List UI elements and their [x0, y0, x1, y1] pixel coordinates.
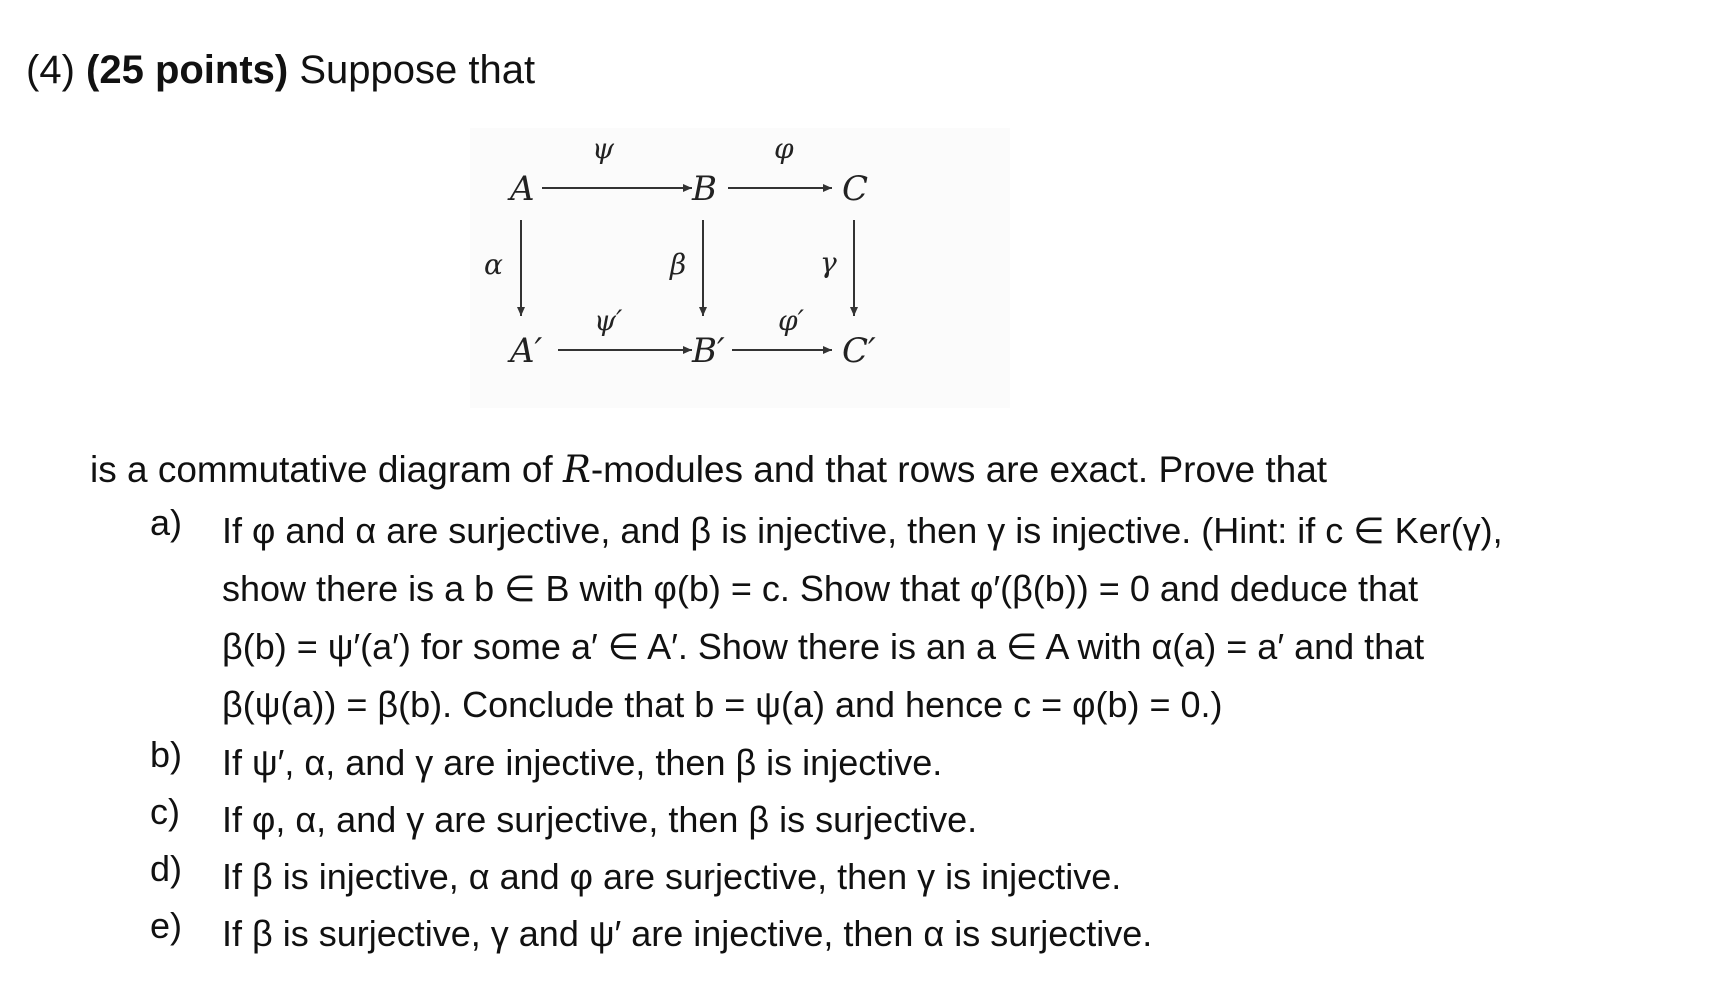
label-phi: φ [774, 132, 794, 165]
problem-lead: Suppose that [299, 48, 536, 92]
part-a-line-1: If φ and α are surjective, and β is injective, then γ is injective. (Hint: if c ∈ Ker(γ), [222, 510, 1503, 551]
part-c-text: If φ, α, and γ are surjective, then β is surjective. [222, 799, 978, 840]
label-gamma: γ [820, 246, 837, 279]
label-phi-prime: φ′ [778, 304, 804, 337]
part-b-text: If ψ′, α, and γ are injective, then β is injective. [222, 742, 943, 783]
label-psi: ψ [592, 132, 614, 165]
node-A: A [510, 169, 535, 209]
intro-sentence [90, 448, 1327, 492]
part-d-text: If β is injective, α and φ are surjective, then γ is injective. [222, 856, 1122, 897]
part-a-line-4: β(ψ(a)) = β(b). Conclude that b = ψ(a) and hence c = φ(b) = 0.) [222, 684, 1223, 725]
label-beta: β [670, 248, 687, 281]
label-alpha: α [484, 248, 503, 281]
part-c [150, 791, 1690, 848]
part-b [150, 734, 1690, 791]
part-a-line-2: show there is a b ∈ B with φ(b) = c. Show that φ′(β(b)) = 0 and deduce that [222, 568, 1419, 609]
part-d [150, 848, 1690, 905]
part-a-line-3: β(b) = ψ′(a′) for some a′ ∈ A′. Show there is an a ∈ A with α(a) = a′ and that [222, 626, 1425, 667]
part-e [150, 905, 1690, 962]
part-e-text: If β is surjective, γ and ψ′ are injective, then α is surjective. [222, 913, 1153, 954]
intro-pre: is a commutative diagram of [90, 449, 563, 490]
part-e-label: e) [150, 905, 183, 946]
problem-number: (4) [26, 48, 75, 92]
scan-background [470, 128, 1010, 408]
intro-ring: R [562, 448, 591, 491]
problem-points: (25 points) [86, 48, 289, 92]
part-c-label: c) [150, 791, 180, 832]
parts-list [150, 502, 1690, 962]
intro-post: -modules and that rows are exact. Prove that [590, 449, 1328, 490]
problem-header [26, 46, 535, 94]
node-B-prime: B′ [692, 331, 725, 371]
node-A-prime: A′ [510, 331, 543, 371]
commutative-diagram [470, 108, 1070, 428]
label-psi-prime: ψ′ [594, 304, 623, 337]
part-b-label: b) [150, 734, 183, 775]
node-C: C [842, 169, 869, 209]
node-C-prime: C′ [842, 331, 876, 371]
part-a [150, 502, 1690, 734]
part-d-label: d) [150, 848, 183, 889]
node-B: B [692, 169, 717, 209]
diagram-svg [470, 108, 1070, 428]
part-a-label: a) [150, 502, 183, 543]
